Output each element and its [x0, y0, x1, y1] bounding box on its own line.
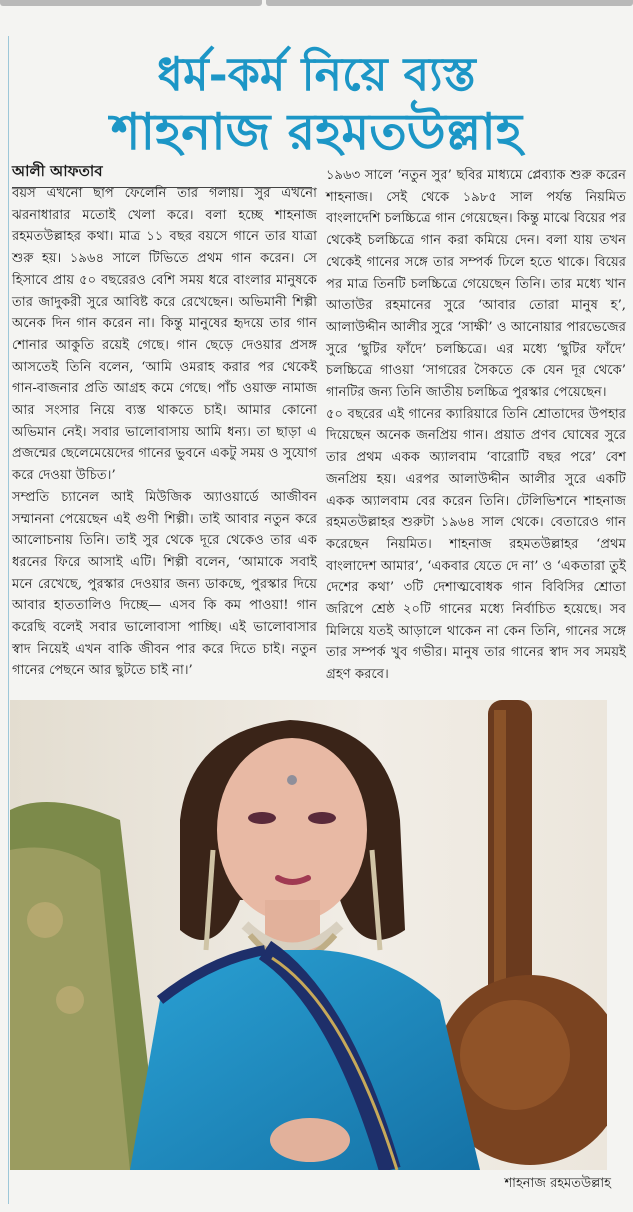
paragraph: ৫০ বছরের এই গানের ক্যারিয়ারে তিনি শ্রোতাদের উপহার দিয়েছেন অনেক জনপ্রিয় গান। প্রয়াত প্রণব ঘোষের সুরে তার প্রথম একক অ্যালবাম ‘বারোটি বছর পরে’ বেশ জনপ্রিয় হয়। এরপর আলাউদ্দীন আলীর সুরে একটি একক অ্যালবাম বের করেন তিনি। টেলিভিশনে শাহনাজ রহমতউল্লাহর শুরুটা ১৯৬৪ সাল থেকে। বেতারেও গান করেছেন নিয়মিত। শাহনাজ রহমতউল্লাহর ‘প্রথম বাংলাদেশ আমার’, ‘একবার যেতে দে না’ ও ‘একতারা তুই দেশের কথা’ ৩টি দেশাত্মবোধক গান বিবিসির শ্রোতা জরিপে শ্রেষ্ঠ ২০টি গানের মধ্যে নির্বাচিত হয়েছে। সব মিলিয়ে যতই আড়ালে থাকেন না কেন তিনি, গানের সঙ্গে তার সম্পর্ক খুব গভীর। মানুষ তার গানের স্বাদ সব সময়ই গ্রহণ করবে। [326, 406, 626, 683]
portrait-illustration [10, 700, 607, 1170]
photo-caption: শাহনাজ রহমতউল্লাহ [504, 1176, 611, 1191]
article-column-right [326, 165, 626, 686]
headline-line-1: ধর্ম-কর্ম নিয়ে ব্যস্ত [157, 47, 476, 101]
top-bar [0, 0, 633, 8]
paragraph: সম্প্রতি চ্যানেল আই মিউজিক অ্যাওয়ার্ডে আজীবন সম্মাননা পেয়েছেন এই গুণী শিল্পী। তাই আবার নতুন করে আলোচনায় তিনি। তাই সুর থেকে দূরে থেকেও তার এক ধরনের ফিরে আসাই এটি। শিল্পী বলেন, ‘আমাকে সবাই মনে রেখেছে, পুরস্কার দেওয়ার জন্য ডাকছে, পুরস্কার দিয়ে আবার হাততালিও দিচ্ছে— এসব কি কম পাওয়া! গান করেছি বলেই সবার ভালোবাসা পাচ্ছি। এই ভালোবাসার স্বাদ নিয়েই এখন বাকি জীবন পার করে দিতে চাই। নতুন গানের পেছনে আর ছুটতে চাই না।’ [12, 489, 317, 679]
headline-line-2: শাহনাজ রহমতউল্লাহ [110, 101, 523, 161]
article-column-left [12, 183, 317, 682]
top-bar-segment [0, 0, 262, 6]
paragraph: ১৯৬৩ সালে ‘নতুন সুর’ ছবির মাধ্যমে প্লেব্যাক শুরু করেন শাহনাজ। সেই থেকে ১৯৮৫ সাল পর্যন্ত নিয়মিত বাংলাদেশি চলচ্চিত্রে গান গেয়েছেন। কিন্তু মাঝে বিয়ের পর থেকেই চলচ্চিত্রে গান করা কমিয়ে দেন। বলা যায় তখন থেকেই গানের সঙ্গে তার সম্পর্ক ঢিলে হতে থাকে। বিয়ের পর মাত্র তিনটি চলচ্চিত্রে গেয়েছেন তিনি। তার মধ্যে খান আতাউর রহমানের সুরে ‘আবার তোরা মানুষ হ’, আলাউদ্দীন আলীর সুরে ‘সাক্ষী’ ও আনোয়ার পারভেজের সুরে ‘ছুটির ফাঁদে’ চলচ্চিত্রে। এর মধ্যে ‘ছুটির ফাঁদে’ চলচ্চিত্রে গাওয়া ‘সাগরের সৈকতে কে যেন দূর থেকে’ গানটির জন্য তিনি জাতীয় চলচ্চিত্র পুরস্কার পেয়েছেন। [326, 168, 626, 401]
top-bar-segment [266, 0, 633, 6]
paragraph: বয়স এখনো ছাপ ফেলেনি তার গলায়। সুর এখনো ঝরনাধারার মতোই খেলা করে। বলা হচ্ছে শাহনাজ রহমতউল্লাহর কথা। মাত্র ১১ বছর বয়সে গানে তার যাত্রা শুরু হয়। ১৯৬৪ সালে টিভিতে প্রথম গান করেন। সে হিসাবে প্রায় ৫০ বছরেরও বেশি সময় ধরে বাংলার মানুষকে তার জাদুকরী সুরে আবিষ্ট করে রেখেছেন। অভিমানী শিল্পী অনেক দিন গান করেন না। কিন্তু মানুষের হৃদয়ে তার গান শোনার আকুতি রয়েই গেছে। গান ছেড়ে দেওয়ার প্রসঙ্গ আসতেই তিনি বলেন, ‘আমি ওমরাহ করার পর থেকেই গান-বাজনার প্রতি আগ্রহ কমে গেছে। পাঁচ ওয়াক্ত নামাজ আর সংসার নিয়ে ব্যস্ত থাকতে চাই। আমার কোনো অভিমান নেই। সবার ভালোবাসায় আমি ধন্য। তা ছাড়া এ প্রজন্মের ছেলেমেয়েদের গানের ভুবনে একটু সময় ও সুযোগ করে দেওয়া উচিত।’ [12, 186, 317, 484]
portrait-photo [10, 700, 607, 1170]
headline [0, 48, 633, 160]
byline: আলী আফতাব [12, 160, 312, 188]
